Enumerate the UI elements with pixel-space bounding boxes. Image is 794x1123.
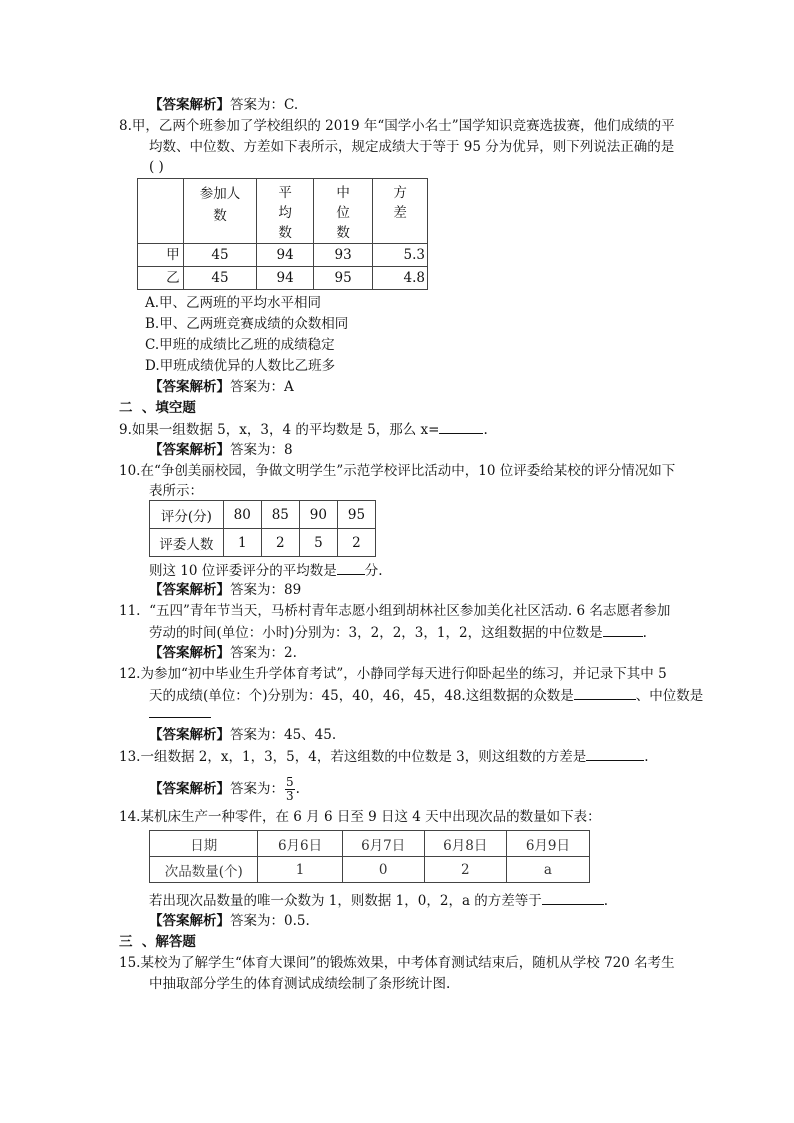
q8-option-b: B.甲、乙两班竞赛成绩的众数相同 [145, 316, 349, 332]
q13-answer [149, 774, 300, 804]
table-cell: 4.8 [373, 267, 428, 290]
table-cell: 6月9日 [506, 831, 589, 857]
q8-option-d: D.甲班成绩优异的人数比乙班多 [145, 358, 336, 374]
table-cell: 94 [257, 267, 314, 290]
q8-line3: ( ) [149, 159, 164, 175]
answer-label: 【答案解析】 [149, 645, 230, 661]
answer-text: 答案为：45、45. [230, 727, 337, 743]
answer-blank[interactable] [439, 419, 483, 434]
answer-text: 答案为：8 [230, 442, 293, 458]
table-cell: 甲 [138, 244, 184, 267]
answer-blank[interactable] [337, 560, 365, 575]
question-text: 甲，乙两个班参加了学校组织的 2019 年“国学小名士”国学知识竞赛选拔赛，他们成绩的平 [131, 118, 675, 134]
table-header-cell: 平均数 [257, 179, 314, 244]
q11-answer [149, 643, 297, 663]
question-number: 12. [119, 666, 141, 682]
table-cell: 2 [424, 857, 506, 883]
q12-line2 [149, 685, 703, 706]
question-text: 在“争创美丽校园，争做文明学生”示范学校评比活动中，10 位评委给某校的评分情况如下 [140, 463, 676, 479]
section-title-solve: 三 、解答题 [119, 934, 196, 950]
table-cell: 95 [337, 501, 375, 529]
table-header-cell: 中位数 [313, 179, 372, 244]
table-cell: a [506, 857, 589, 883]
answer-text: 答案为：0.5. [230, 913, 310, 929]
table-cell: 80 [223, 501, 261, 529]
table-cell: 0 [342, 857, 424, 883]
question-text-end: . [644, 749, 649, 765]
table-row [150, 529, 376, 557]
question-number: 11. [119, 603, 141, 619]
question-text: 天的成绩(单位：个)分别为：45，40，46，45，48.这组数据的众数是 [149, 688, 574, 704]
question-number: 13. [119, 749, 141, 765]
table-row [150, 857, 590, 883]
table-cell: 2 [261, 529, 299, 557]
question-number: 8. [119, 118, 132, 134]
table-header-cell: 方差 [373, 179, 428, 244]
table-cell: 6月6日 [258, 831, 342, 857]
q14-answer [149, 911, 310, 931]
q9-answer [149, 440, 293, 460]
q10-after-table [149, 560, 383, 581]
q8-line1 [119, 116, 675, 136]
table-cell: 45 [183, 267, 257, 290]
q13-line [119, 746, 649, 767]
question-number: 10. [119, 463, 141, 479]
answer-text: 答案为：C. [230, 97, 299, 113]
question-text: 则这 10 位评委评分的平均数是 [149, 563, 337, 579]
answer-text: 答案为： [230, 781, 284, 797]
table-row [150, 501, 376, 529]
table-cell: 6月8日 [424, 831, 506, 857]
question-number: 9. [119, 422, 132, 438]
table-row [150, 831, 590, 857]
table-cell: 乙 [138, 267, 184, 290]
q12-line1 [119, 664, 667, 684]
question-text: 如果一组数据 5，x，3，4 的平均数是 5，那么 x= [131, 422, 440, 438]
table-cell: 2 [337, 529, 375, 557]
question-text-end: . [603, 893, 609, 909]
answer-text: 答案为：2. [230, 645, 297, 661]
table-cell: 1 [223, 529, 261, 557]
q15-line2: 中抽取部分学生的体育测试成绩绘制了条形统计图. [149, 976, 451, 992]
table-row [138, 244, 428, 267]
question-text: 、中位数是 [635, 688, 704, 704]
q10-line1 [119, 461, 675, 481]
question-text: 某校为了解学生“体育大课间”的锻炼效果，中考体育测试结束后，随机从学校 720 名考生 [140, 955, 675, 971]
question-text: 一组数据 2，x，1，3，5，4，若这组数的中位数是 3，则这组数的方差是 [140, 749, 587, 765]
question-text-end: 分. [364, 563, 383, 579]
answer-label: 【答案解析】 [149, 379, 230, 395]
table-cell: 85 [261, 501, 299, 529]
table-cell: 95 [313, 267, 372, 290]
question-text: 某机床生产一种零件，在 6 月 6 日至 9 日这 4 天中出现次品的数量如下表： [140, 809, 601, 825]
question-number: 14. [119, 809, 141, 825]
answer-text: 答案为：89 [230, 582, 302, 598]
table-cell: 45 [183, 244, 257, 267]
section-title-fill-in: 二 、填空题 [119, 400, 196, 416]
table-row [138, 267, 428, 290]
q15-line1 [119, 953, 675, 973]
table-header-cell [138, 179, 184, 244]
answer-label: 【答案解析】 [149, 781, 230, 797]
question-text-end: . [642, 625, 647, 641]
answer-blank[interactable] [603, 622, 643, 637]
table-cell: 日期 [150, 831, 258, 857]
table-cell: 93 [313, 244, 372, 267]
table-cell: 次品数量(个) [150, 857, 258, 883]
table-cell: 评分(分) [150, 501, 224, 529]
question-text-end: . [483, 422, 488, 438]
table-cell: 1 [258, 857, 342, 883]
question-text: “五四”青年节当天，马桥村青年志愿小组到胡林社区参加美化社区活动. 6 名志愿者参加 [149, 603, 671, 619]
table-cell: 90 [299, 501, 337, 529]
q12-answer [149, 725, 336, 745]
answer-label: 【答案解析】 [149, 97, 230, 113]
question-number: 15. [119, 955, 141, 971]
answer-label: 【答案解析】 [149, 582, 230, 598]
q11-line2 [149, 622, 647, 643]
q10-line2: 表所示： [149, 483, 203, 499]
q8-option-c: C.甲班的成绩比乙班的成绩稳定 [145, 337, 335, 353]
table-cell: 5 [299, 529, 337, 557]
q14-line1 [119, 807, 601, 827]
q14-after-table [149, 890, 608, 911]
answer-label: 【答案解析】 [149, 442, 230, 458]
q10-answer [149, 580, 301, 600]
table-header-cell: 参加人数 [183, 179, 257, 244]
answer-text: 答案为：A [230, 379, 294, 395]
question-text: 若出现次品数量的唯一众数为 1，则数据 1，0，2，a 的方差等于 [149, 893, 542, 909]
q14-defects-table [149, 830, 590, 883]
answer-blank-second[interactable] [149, 703, 211, 718]
answer-label: 【答案解析】 [149, 913, 230, 929]
fraction [285, 776, 295, 803]
table-cell: 6月7日 [342, 831, 424, 857]
table-cell: 评委人数 [150, 529, 224, 557]
q8-line2: 均数、中位数、方差如下表所示，规定成绩大于等于 95 分为优异，则下列说法正确的是 [149, 139, 675, 155]
q9-line [119, 419, 488, 440]
q11-line1 [119, 601, 670, 621]
answer-blank[interactable] [542, 890, 604, 905]
table-cell: 94 [257, 244, 314, 267]
question-text: 劳动的时间(单位：小时)分别为：3，2，2，3，1，2，这组数据的中位数是 [149, 625, 603, 641]
q8-option-a: A.甲、乙两班的平均水平相同 [145, 295, 322, 311]
q10-score-table [149, 500, 376, 557]
q8-answer [149, 377, 294, 397]
answer-blank[interactable] [574, 685, 636, 700]
fraction-denominator: 3 [286, 789, 294, 803]
table-cell: 5.3 [373, 244, 428, 267]
answer-text-end: . [295, 781, 300, 797]
q7-answer [149, 95, 298, 115]
question-text: 为参加“初中毕业生升学体育考试”，小静同学每天进行仰卧起坐的练习，并记录下其中 5 [140, 666, 667, 682]
q8-stats-table [137, 178, 428, 290]
answer-blank[interactable] [586, 746, 644, 761]
answer-label: 【答案解析】 [149, 727, 230, 743]
fraction-numerator: 5 [286, 775, 294, 789]
